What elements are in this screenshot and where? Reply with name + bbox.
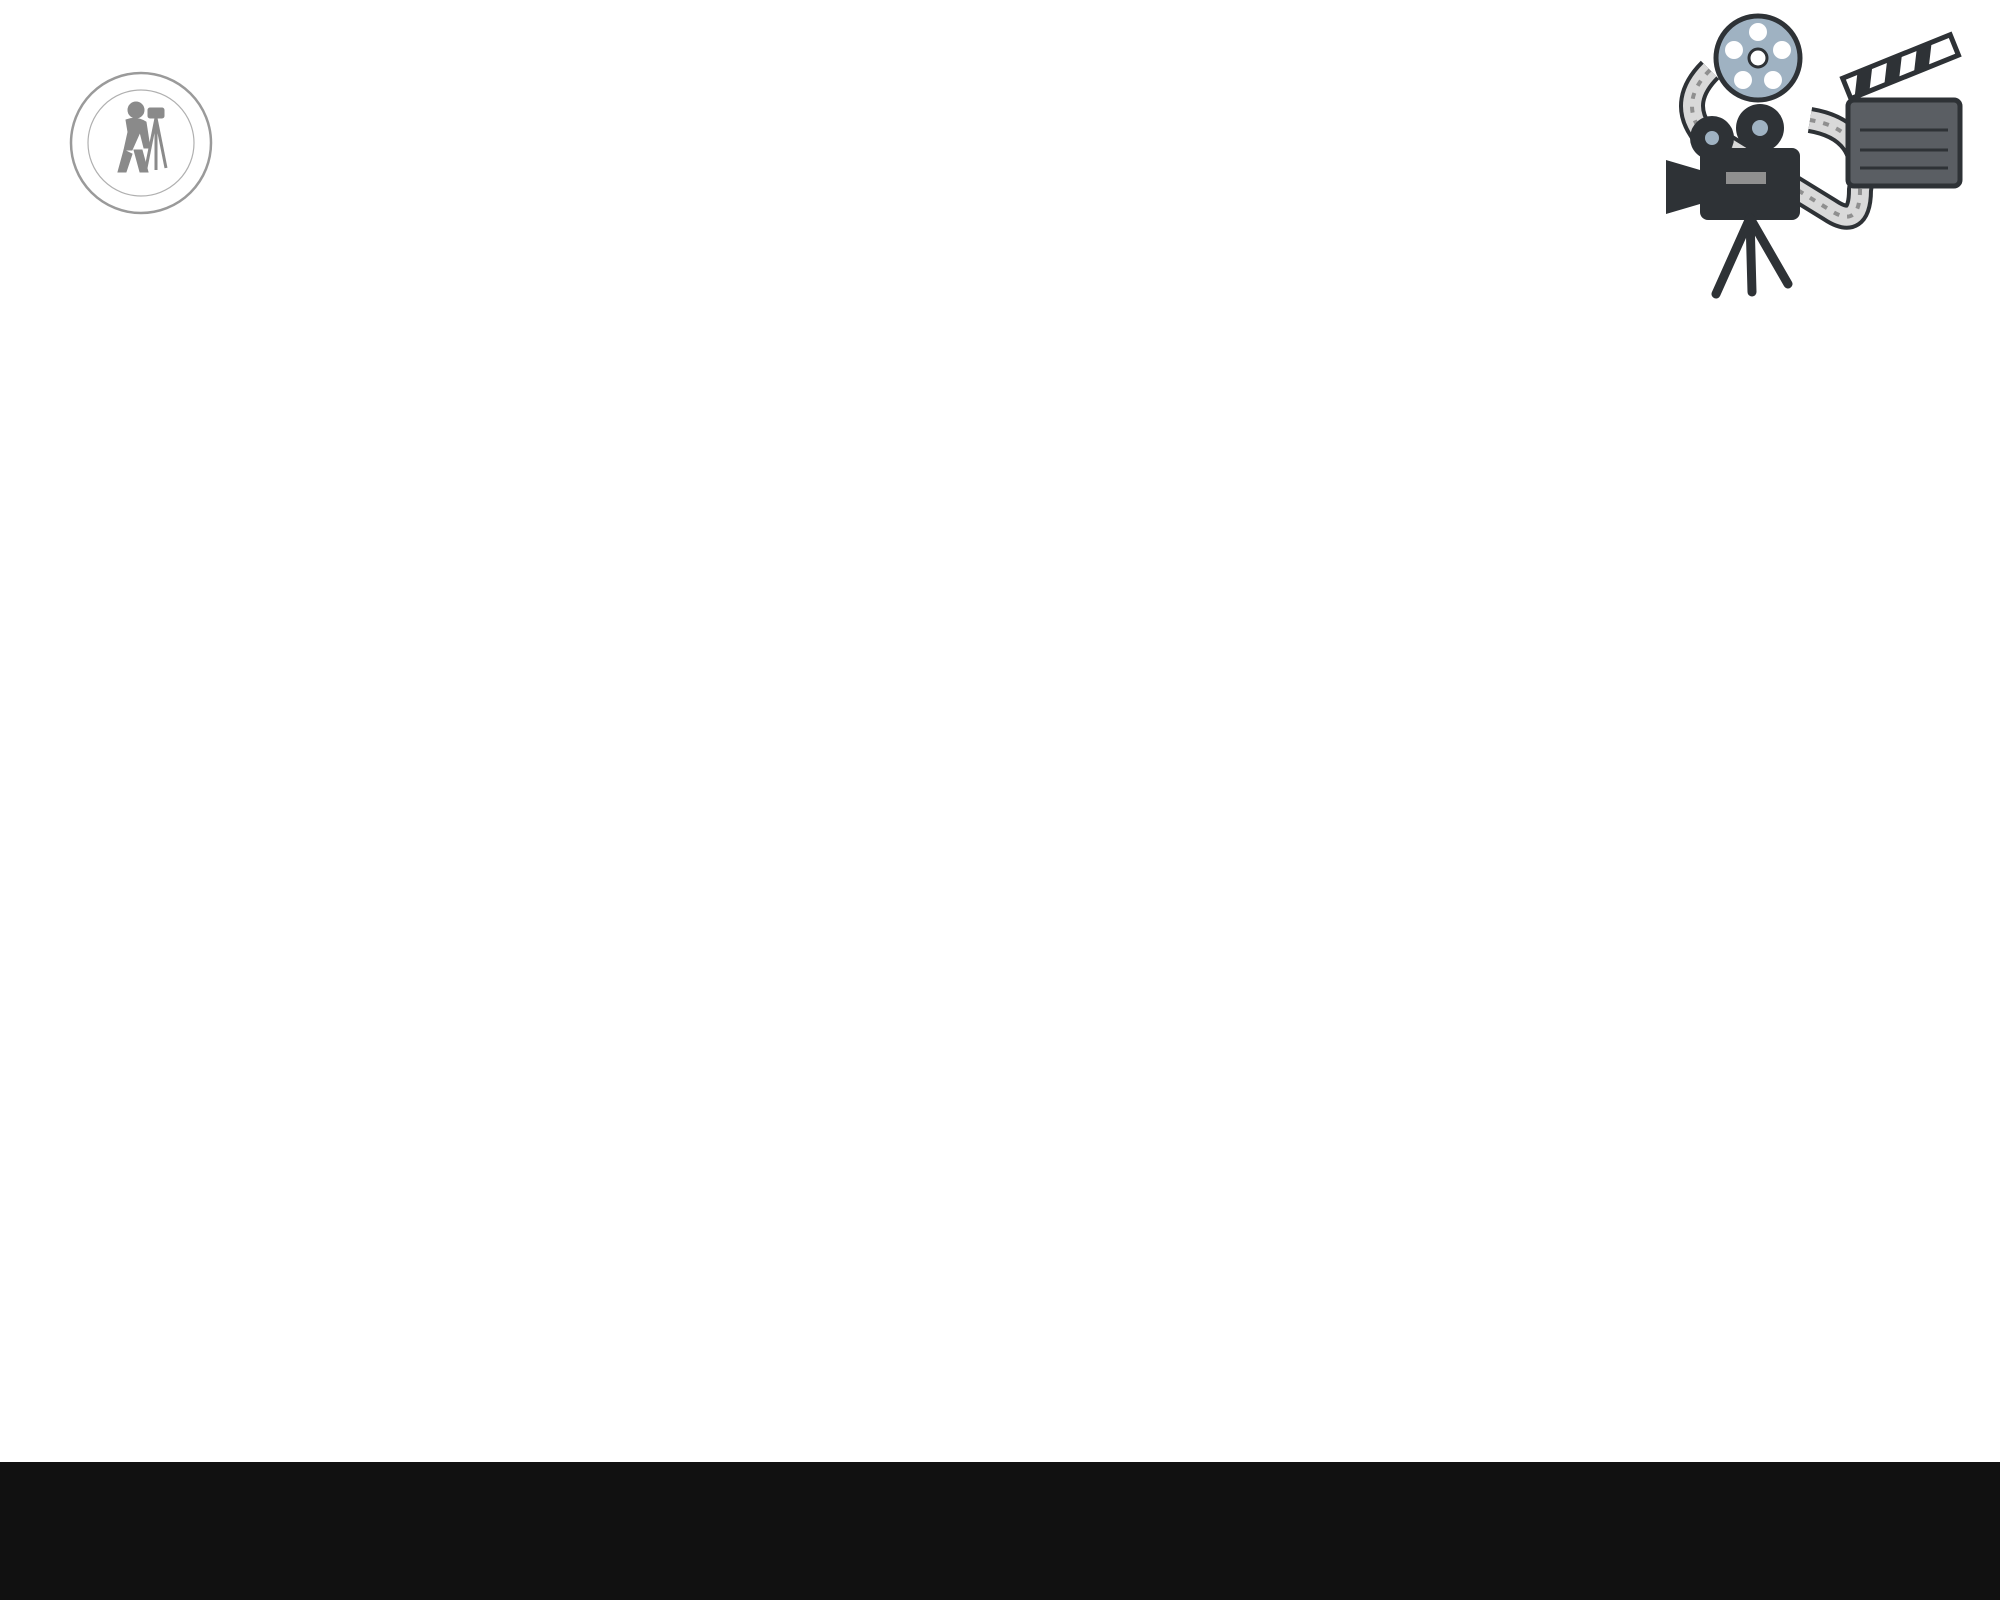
clapperboard-icon — [1843, 35, 1960, 186]
photographer-tripod-icon — [118, 102, 166, 172]
movie-camera-icon — [1666, 104, 1800, 294]
film-reel-icon — [1716, 16, 1800, 100]
fonmina-logo — [66, 68, 216, 218]
filmstrip-icon — [0, 1462, 2000, 1600]
film-camera-clapperboard-icon — [1660, 10, 1990, 300]
